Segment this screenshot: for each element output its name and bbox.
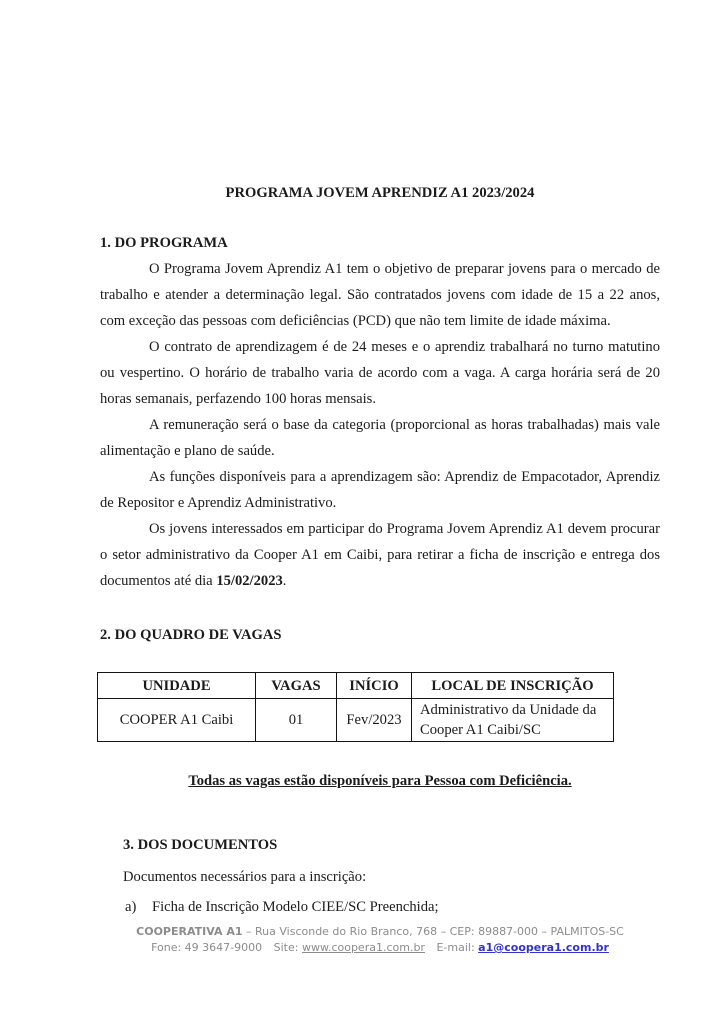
cell-inicio: Fev/2023 <box>337 699 412 742</box>
pcd-note: Todas as vagas estão disponíveis para Pessoa com Deficiência. <box>188 773 572 789</box>
documents-intro: Documentos necessários para a inscrição: <box>123 869 367 885</box>
table-header-inicio: INÍCIO <box>337 673 412 699</box>
section-1-heading: 1. DO PROGRAMA <box>100 235 228 251</box>
footer-site-label: Site: <box>273 941 299 954</box>
paragraph-remuneracao: A remuneração será o base da categoria (proporcional as horas trabalhadas) mais vale alimentação e plano de saúde. <box>100 417 660 459</box>
list-item-text: Ficha de Inscrição Modelo CIEE/SC Preenchida; <box>152 899 439 915</box>
paragraph-inscricao <box>100 516 660 594</box>
table-header-vagas: VAGAS <box>256 673 337 699</box>
paragraph-funcoes: As funções disponíveis para a aprendizagem são: Aprendiz de Empacotador, Aprendiz de Repositor e Aprendiz Administrativo. <box>100 469 660 511</box>
cell-unidade: COOPER A1 Caibi <box>98 699 256 742</box>
paragraph-inscricao-text: Os jovens interessados em participar do Programa Jovem Aprendiz A1 devem procurar o setor administrativo da Cooper A1 em Caibi, para retirar a ficha de inscrição e entrega dos documentos até dia <box>100 521 660 589</box>
document-list-item-a <box>125 894 660 920</box>
paragraph-programa-1: O Programa Jovem Aprendiz A1 tem o objetivo de preparar jovens para o mercado de trabalho e atender a determinação legal. São contratados jovens com idade de 15 a 22 anos, com exceção das pessoas com deficiências (PCD) que não tem limite de idade máxima. <box>100 261 660 329</box>
cell-local: Administrativo da Unidade da Cooper A1 Caibi/SC <box>412 699 614 742</box>
cell-vagas: 01 <box>256 699 337 742</box>
footer-line-2 <box>100 940 660 956</box>
vacancies-table <box>97 672 614 742</box>
table-header-unidade: UNIDADE <box>98 673 256 699</box>
page-title: PROGRAMA JOVEM APRENDIZ A1 2023/2024 <box>225 185 535 201</box>
section-3-heading: 3. DOS DOCUMENTOS <box>123 837 278 853</box>
footer-site-link[interactable]: www.coopera1.com.br <box>301 941 425 954</box>
footer-line-1 <box>100 924 660 940</box>
table-header-row <box>98 673 614 699</box>
paragraph-inscricao-period: . <box>282 573 287 589</box>
footer-address: – Rua Visconde do Rio Branco, 768 – CEP: 89887-000 – PALMITOS-SC <box>246 925 624 938</box>
page-footer <box>100 924 660 956</box>
section-2-heading: 2. DO QUADRO DE VAGAS <box>100 627 282 643</box>
footer-company-name: COOPERATIVA A1 <box>136 925 243 938</box>
footer-email-link[interactable]: a1@coopera1.com.br <box>478 941 609 954</box>
list-item-marker: a) <box>125 899 137 915</box>
footer-email-label: E-mail: <box>436 941 475 954</box>
deadline-date: 15/02/2023 <box>216 573 283 589</box>
table-row <box>98 699 614 742</box>
footer-phone: Fone: 49 3647-9000 <box>151 941 263 954</box>
table-header-local: LOCAL DE INSCRIÇÃO <box>412 673 614 699</box>
paragraph-contrato: O contrato de aprendizagem é de 24 meses e o aprendiz trabalhará no turno matutino ou vespertino. O horário de trabalho varia de acordo com a vaga. A carga horária será de 20 horas semanais, perfazendo 100 horas mensais. <box>100 339 660 407</box>
